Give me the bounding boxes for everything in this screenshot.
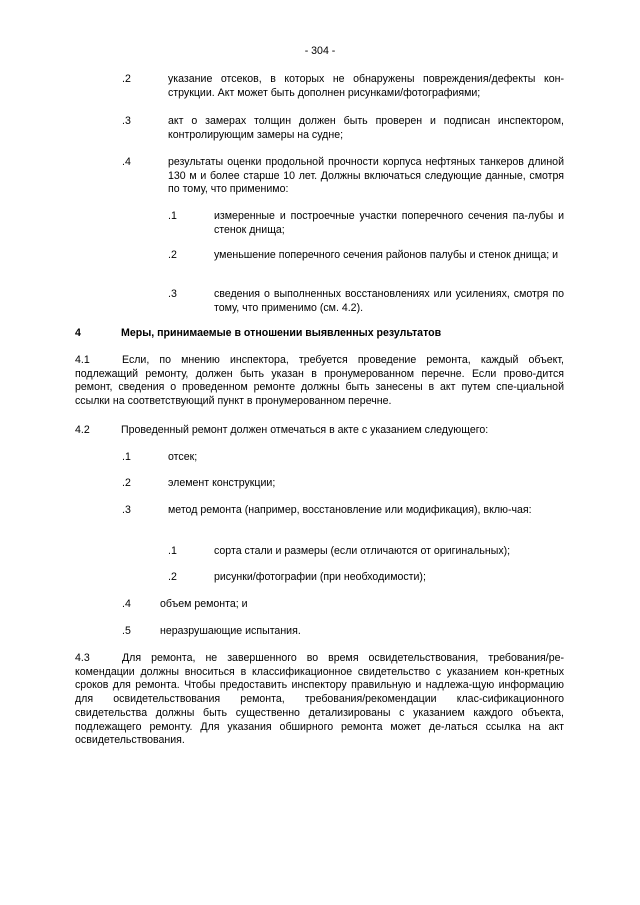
item-number: .1 bbox=[122, 451, 131, 463]
section-title: Меры, принимаемые в отношении выявленных результатов bbox=[121, 327, 442, 339]
subitem-text: сорта стали и размеры (если отличаются от оригинальных); bbox=[214, 545, 511, 557]
item-number: .2 bbox=[122, 73, 131, 85]
item-number: .3 bbox=[122, 504, 131, 516]
subitem-text: уменьшение поперечного сечения районов палубы и стенок днища; и bbox=[214, 249, 559, 261]
item-text: акт о замерах толщин должен быть проверен и подписан инспектором, контролирующим замеры на судне; bbox=[168, 115, 564, 141]
subitem-number: .3 bbox=[168, 288, 177, 300]
item-text: указание отсеков, в которых не обнаружены повреждения/дефекты кон-струкции. Акт может быть дополнен рисунками/фотографиями; bbox=[168, 73, 564, 99]
subitem-text: измеренные и построечные участки поперечного сечения па-лубы и стенок днища; bbox=[214, 210, 564, 236]
item-text: неразрушающие испытания. bbox=[160, 625, 301, 637]
subitem-number: .1 bbox=[168, 210, 177, 222]
item-number: .2 bbox=[122, 477, 131, 489]
item-number: .4 bbox=[122, 598, 131, 610]
subitem-text: рисунки/фотографии (при необходимости); bbox=[214, 571, 426, 583]
paragraph-number: 4.2 bbox=[75, 424, 90, 436]
paragraph-text: Если, по мнению инспектора, требуется проведение ремонта, каждый объект, подлежащий ремонту, должен быть указан в пронумерованном перечне. Если прово-дится ремонт, сведения о проведенном ремонте должны быть занесены в акт путем спе-циальной ссылки на соответствующий пункт в пронумерованном перечне. bbox=[75, 354, 564, 408]
item-text: результаты оценки продольной прочности корпуса нефтяных танкеров длиной 130 м и более старше 10 лет. Должны включаться следующие данные, смотря по тому, что применимо: bbox=[168, 156, 564, 196]
page-number: - 304 - bbox=[304, 45, 336, 57]
subitem-text: сведения о выполненных восстановлениях или усилениях, смотря по тому, что применимо (см. 4.2). bbox=[214, 288, 564, 314]
paragraph-number: 4.3 bbox=[75, 652, 90, 664]
item-number: .3 bbox=[122, 115, 131, 127]
subitem-number: .1 bbox=[168, 545, 177, 557]
item-text: элемент конструкции; bbox=[168, 477, 276, 489]
item-number: .5 bbox=[122, 625, 131, 637]
paragraph-text: Проведенный ремонт должен отмечаться в акте с указанием следующего: bbox=[121, 424, 489, 436]
paragraph-text: Для ремонта, не завершенного во время освидетельствования, требования/ре-комендации должны вноситься в классификационное свидетельство с указанием кон-кретных сроков для ремонта. Чтобы предоставить инспектору правильную и надлежа-щую информацию для освидетельствования ремонта, требования/рекомендации клас-сификационного свидетельства должны быть существенно детализированы с указанием каждого объекта, подлежащего ремонту. Для указания обширного ремонта может де-латься ссылка на акт освидетельствования. bbox=[75, 652, 564, 747]
subitem-number: .2 bbox=[168, 249, 177, 261]
subitem-number: .2 bbox=[168, 571, 177, 583]
section-number: 4 bbox=[75, 327, 81, 339]
item-text: отсек; bbox=[168, 451, 198, 463]
item-text: метод ремонта (например, восстановление или модификация), вклю-чая: bbox=[168, 504, 532, 516]
item-text: объем ремонта; и bbox=[160, 598, 248, 610]
item-number: .4 bbox=[122, 156, 131, 168]
paragraph-number: 4.1 bbox=[75, 354, 90, 366]
